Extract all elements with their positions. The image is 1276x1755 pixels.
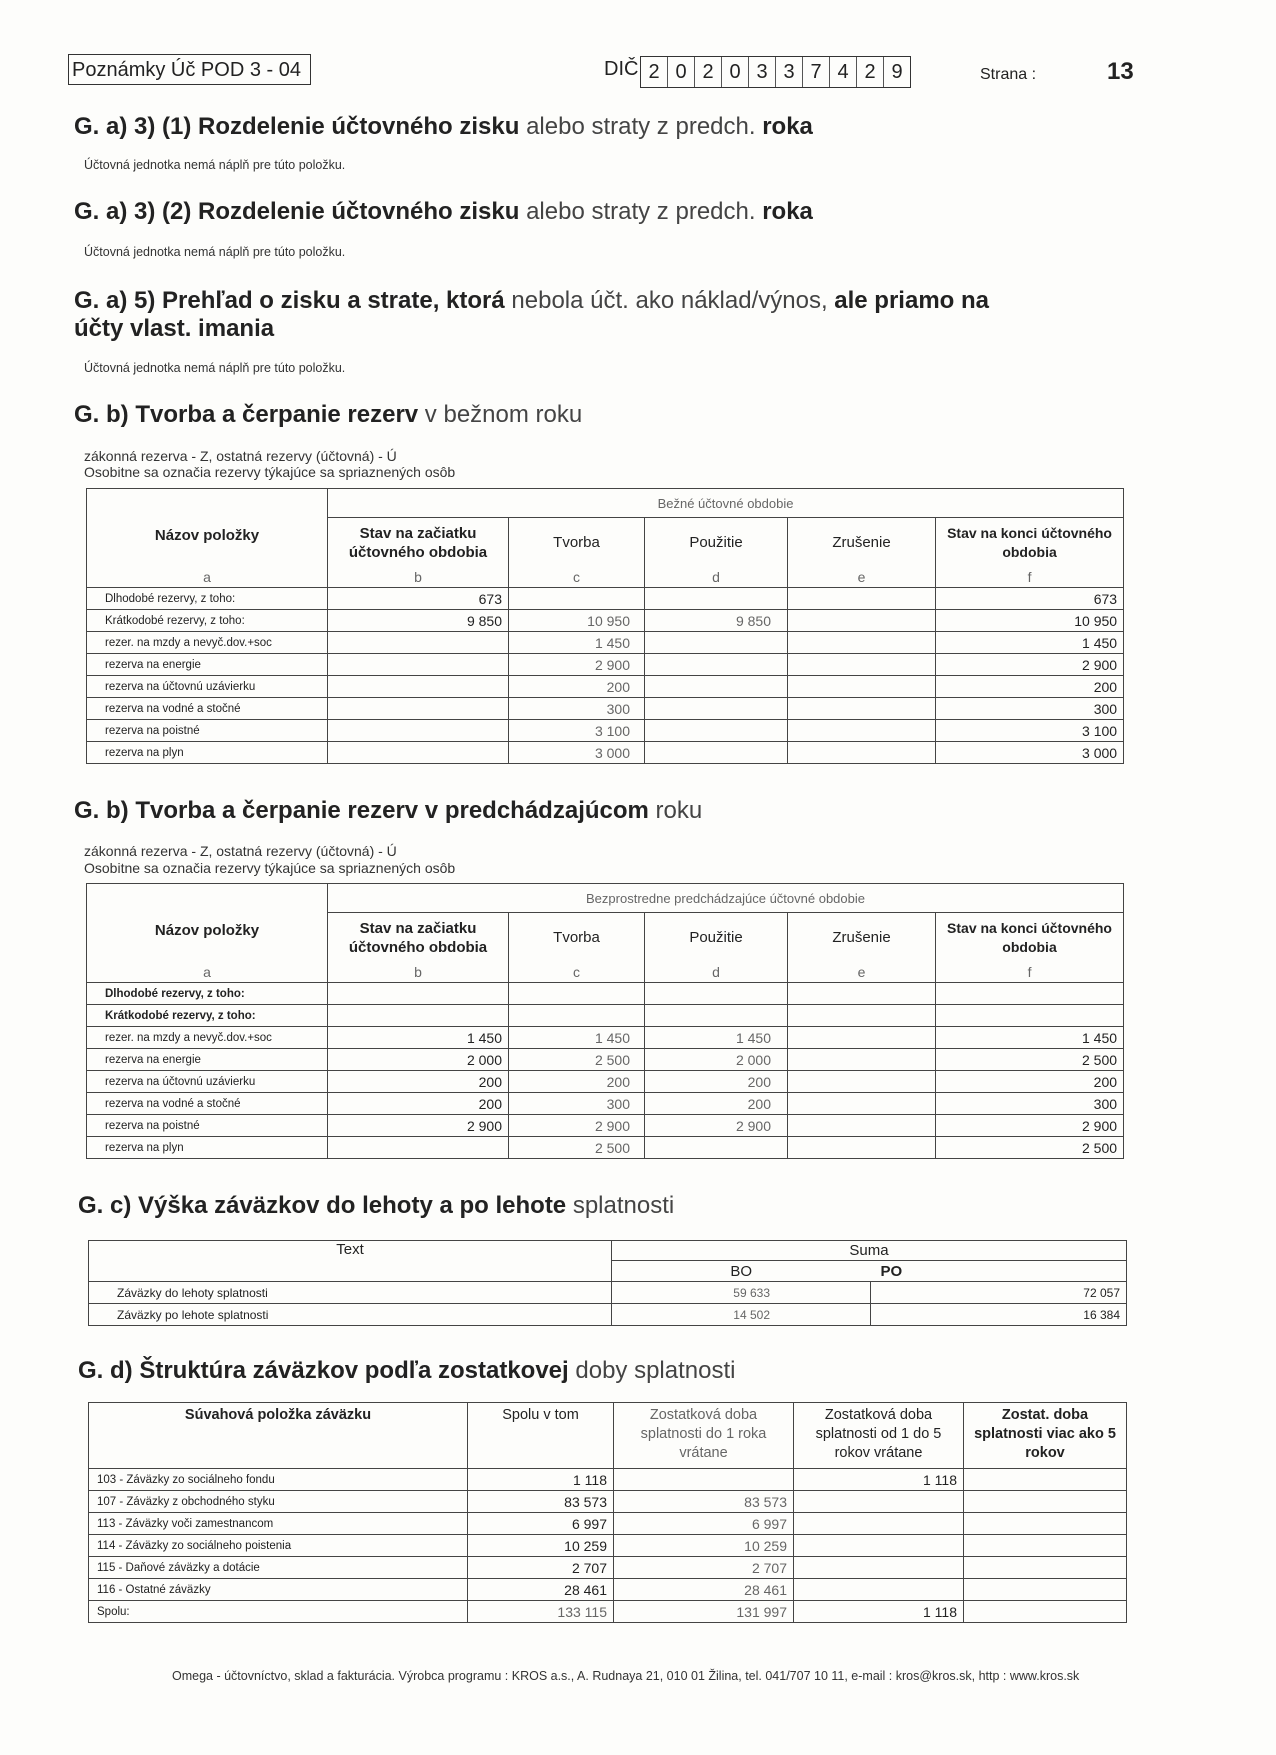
cell <box>788 654 936 676</box>
cell: 6 997 <box>468 1513 614 1535</box>
cell: 1 450 <box>936 632 1124 654</box>
cell: 115 - Daňové záväzky a dotácie <box>89 1557 468 1579</box>
cell: 2 500 <box>509 1137 645 1159</box>
col-header: Zrušenie <box>788 913 936 962</box>
dic-digit: 2 <box>857 57 884 87</box>
dic-boxes <box>640 56 911 88</box>
heading-bold: G. b) Tvorba a čerpanie rezerv <box>74 401 419 428</box>
cell <box>788 1137 936 1159</box>
cell: 10 950 <box>936 610 1124 632</box>
column-letter: b <box>328 567 509 588</box>
heading-light: alebo straty z predch. <box>519 198 756 225</box>
table-row <box>89 1601 1127 1623</box>
column-letter: d <box>645 962 788 983</box>
cell: 200 <box>509 1071 645 1093</box>
heading-bold: G. a) 3) (2) Rozdelenie účtovného zisku <box>74 198 520 225</box>
page-label: Strana : <box>980 66 1037 83</box>
cell <box>645 588 788 610</box>
column-letter: f <box>936 567 1124 588</box>
col-header: Tvorba <box>509 913 645 962</box>
table-row <box>89 1557 1127 1579</box>
cell: 3 000 <box>509 742 645 764</box>
cell <box>936 983 1124 1005</box>
legend-note: zákonná rezerva - Z, ostatná rezervy (účtovná) - Ú <box>84 448 397 464</box>
cell <box>645 698 788 720</box>
period-header: Bežné účtovné obdobie <box>328 489 1124 518</box>
cell <box>794 1513 964 1535</box>
heading-end: roka <box>755 198 813 225</box>
cell: rezerva na energie <box>87 654 328 676</box>
cell: 300 <box>509 698 645 720</box>
column-letter: f <box>936 962 1124 983</box>
form-title: Poznámky Úč POD 3 - 04 <box>68 54 311 85</box>
dic-digit: 4 <box>830 57 857 87</box>
col-header: Názov položky <box>87 489 328 568</box>
table-row <box>87 588 1124 610</box>
cell: 2 900 <box>328 1115 509 1137</box>
cell <box>788 1115 936 1137</box>
heading-end: ale priamo na <box>827 287 989 314</box>
cell <box>788 1027 936 1049</box>
cell <box>509 983 645 1005</box>
col-header: Zostatková doba splatnosti do 1 roka vrátane <box>614 1403 794 1469</box>
table-row <box>89 1304 1127 1326</box>
cell: 28 461 <box>468 1579 614 1601</box>
column-letter: e <box>788 962 936 983</box>
dic-label: DIČ <box>604 58 639 80</box>
col-header: Stav na konci účtovného obdobia <box>936 518 1124 567</box>
cell: 200 <box>509 676 645 698</box>
col-header: Stav na začiatku účtovného obdobia <box>328 913 509 962</box>
heading-light: roku <box>648 797 703 824</box>
col-header: PO <box>871 1261 1127 1282</box>
column-letter: c <box>509 962 645 983</box>
cell: 200 <box>328 1093 509 1115</box>
cell: Dlhodobé rezervy, z toho: <box>87 588 328 610</box>
dic-digit: 7 <box>803 57 830 87</box>
table-row <box>87 654 1124 676</box>
table-row <box>87 1027 1124 1049</box>
cell: 83 573 <box>614 1491 794 1513</box>
cell: 2 900 <box>645 1115 788 1137</box>
cell: rezerva na vodné a stočné <box>87 698 328 720</box>
cell <box>964 1513 1127 1535</box>
cell <box>788 632 936 654</box>
cell: 131 997 <box>614 1601 794 1623</box>
cell: 114 - Záväzky zo sociálneho poistenia <box>89 1535 468 1557</box>
table-row <box>87 1005 1124 1027</box>
heading-bold: G. a) 5) Prehľad o zisku a strate, ktorá <box>74 287 505 314</box>
heading-end: roka <box>755 113 813 140</box>
heading-bold: G. b) Tvorba a čerpanie rezerv v predchádzajúcom <box>74 797 649 824</box>
cell <box>964 1601 1127 1623</box>
cell: 2 900 <box>509 654 645 676</box>
cell <box>328 1005 509 1027</box>
col-header: BO <box>612 1261 871 1282</box>
cell <box>788 1093 936 1115</box>
cell <box>645 654 788 676</box>
cell: rezerva na plyn <box>87 742 328 764</box>
cell: Spolu: <box>89 1601 468 1623</box>
cell: 10 259 <box>614 1535 794 1557</box>
cell <box>794 1535 964 1557</box>
cell: 3 000 <box>936 742 1124 764</box>
heading-light: alebo straty z predch. <box>519 113 756 140</box>
section-heading <box>74 797 702 825</box>
cell: 2 500 <box>936 1049 1124 1071</box>
cell <box>645 1137 788 1159</box>
table-row <box>87 1093 1124 1115</box>
footer: Omega - účtovníctvo, sklad a fakturácia. Výrobca programu : KROS a.s., A. Rudnaya 21, 010 01 Žilina, tel. 041/707 10 11, e-mail : kros@kros.sk, http : www.kros.sk <box>172 1669 1080 1683</box>
cell: rezer. na mzdy a nevyč.dov.+soc <box>87 1027 328 1049</box>
cell: Záväzky po lehote splatnosti <box>89 1304 612 1326</box>
section-note: Účtovná jednotka nemá náplň pre túto položku. <box>84 361 346 375</box>
cell: 200 <box>645 1071 788 1093</box>
cell: rezerva na účtovnú uzávierku <box>87 1071 328 1093</box>
cell <box>964 1491 1127 1513</box>
heading-bold: G. d) Štruktúra záväzkov podľa zostatkovej <box>78 1357 569 1384</box>
cell: 1 450 <box>509 1027 645 1049</box>
cell: 1 450 <box>509 632 645 654</box>
cell: 673 <box>936 588 1124 610</box>
cell: rezerva na vodné a stočné <box>87 1093 328 1115</box>
reserves-current-table <box>86 488 1124 764</box>
cell: 1 118 <box>468 1469 614 1491</box>
col-header: Tvorba <box>509 518 645 567</box>
cell: 2 500 <box>936 1137 1124 1159</box>
cell: 1 450 <box>328 1027 509 1049</box>
cell: 14 502 <box>612 1304 871 1326</box>
cell <box>788 983 936 1005</box>
cell: 200 <box>936 1071 1124 1093</box>
cell <box>964 1469 1127 1491</box>
cell: 10 950 <box>509 610 645 632</box>
table-row <box>89 1282 1127 1304</box>
cell <box>788 742 936 764</box>
cell: 1 118 <box>794 1469 964 1491</box>
cell: 83 573 <box>468 1491 614 1513</box>
cell: 300 <box>936 1093 1124 1115</box>
reserves-previous-table <box>86 883 1124 1159</box>
cell <box>794 1557 964 1579</box>
table-row <box>87 632 1124 654</box>
column-letter: b <box>328 962 509 983</box>
cell <box>328 632 509 654</box>
table-row <box>87 1115 1124 1137</box>
cell: 1 450 <box>645 1027 788 1049</box>
dic-digit: 3 <box>776 57 803 87</box>
table-row <box>87 698 1124 720</box>
column-letter: a <box>87 962 328 983</box>
cell: 200 <box>936 676 1124 698</box>
cell: 3 100 <box>509 720 645 742</box>
cell: 2 000 <box>328 1049 509 1071</box>
page-number: 13 <box>1107 58 1134 85</box>
table-row <box>89 1513 1127 1535</box>
column-letter: d <box>645 567 788 588</box>
cell: 1 118 <box>794 1601 964 1623</box>
heading-line2: účty vlast. imania <box>74 315 275 342</box>
cell <box>645 720 788 742</box>
cell: Krátkodobé rezervy, z toho: <box>87 610 328 632</box>
cell <box>328 676 509 698</box>
cell <box>509 588 645 610</box>
dic-digit: 9 <box>891 61 903 83</box>
cell: 2 707 <box>468 1557 614 1579</box>
cell <box>328 1137 509 1159</box>
col-header: Zostatková doba splatnosti od 1 do 5 rokov vrátane <box>794 1403 964 1469</box>
cell: rezer. na mzdy a nevyč.dov.+soc <box>87 632 328 654</box>
cell <box>788 676 936 698</box>
cell <box>794 1579 964 1601</box>
cell <box>964 1535 1127 1557</box>
liabilities-due-table <box>88 1240 1127 1326</box>
dic-digit: 2 <box>695 57 722 87</box>
column-letter: a <box>87 567 328 588</box>
heading-bold: G. a) 3) (1) Rozdelenie účtovného zisku <box>74 113 520 140</box>
cell <box>936 1005 1124 1027</box>
cell <box>645 742 788 764</box>
cell: rezerva na účtovnú uzávierku <box>87 676 328 698</box>
cell: 2 900 <box>509 1115 645 1137</box>
liabilities-structure-table <box>88 1402 1127 1623</box>
cell: 103 - Záväzky zo sociálneho fondu <box>89 1469 468 1491</box>
col-header: Použitie <box>645 518 788 567</box>
table-row <box>87 1071 1124 1093</box>
cell <box>788 1049 936 1071</box>
table-row <box>87 676 1124 698</box>
cell: 16 384 <box>871 1304 1127 1326</box>
table-row <box>87 983 1124 1005</box>
dic-digit: 2 <box>641 57 668 87</box>
cell: 9 850 <box>328 610 509 632</box>
cell: 200 <box>645 1093 788 1115</box>
col-header: Zrušenie <box>788 518 936 567</box>
col-header: Zostat. doba splatnosti viac ako 5 rokov <box>964 1403 1127 1469</box>
cell: 2 707 <box>614 1557 794 1579</box>
table-row <box>89 1491 1127 1513</box>
section-heading <box>74 401 582 429</box>
section-heading <box>74 113 813 141</box>
cell <box>788 610 936 632</box>
cell: 1 450 <box>936 1027 1124 1049</box>
table-row <box>87 742 1124 764</box>
cell <box>328 983 509 1005</box>
cell <box>788 1005 936 1027</box>
table-row <box>89 1535 1127 1557</box>
cell: 6 997 <box>614 1513 794 1535</box>
table-row <box>87 1049 1124 1071</box>
cell: 673 <box>328 588 509 610</box>
cell: 3 100 <box>936 720 1124 742</box>
cell <box>328 698 509 720</box>
cell: 2 500 <box>509 1049 645 1071</box>
table-row <box>89 1469 1127 1491</box>
cell <box>788 1071 936 1093</box>
cell <box>328 720 509 742</box>
table-row <box>89 1579 1127 1601</box>
heading-light: splatnosti <box>566 1192 675 1219</box>
section-heading <box>74 198 813 226</box>
heading-light: v bežnom roku <box>418 401 583 428</box>
section-heading <box>74 287 989 343</box>
col-header: Stav na začiatku účtovného obdobia <box>328 518 509 567</box>
dic-digit: 3 <box>749 57 776 87</box>
cell: 116 - Ostatné záväzky <box>89 1579 468 1601</box>
cell: 2 900 <box>936 1115 1124 1137</box>
related-note: Osobitne sa označia rezervy týkajúce sa spriaznených osôb <box>84 464 456 480</box>
table-row <box>87 610 1124 632</box>
cell: 28 461 <box>614 1579 794 1601</box>
col-header: Súvahová položka záväzku <box>89 1403 468 1469</box>
table-row <box>87 720 1124 742</box>
cell: rezerva na poistné <box>87 1115 328 1137</box>
related-note: Osobitne sa označia rezervy týkajúce sa spriaznených osôb <box>84 860 456 876</box>
col-header: Použitie <box>645 913 788 962</box>
cell: 59 633 <box>612 1282 871 1304</box>
col-header: Spolu v tom <box>468 1403 614 1469</box>
col-header: Text <box>89 1241 612 1282</box>
cell <box>328 654 509 676</box>
section-note: Účtovná jednotka nemá náplň pre túto položku. <box>84 245 346 259</box>
cell: rezerva na energie <box>87 1049 328 1071</box>
cell: 200 <box>328 1071 509 1093</box>
cell: 2 900 <box>936 654 1124 676</box>
cell: Dlhodobé rezervy, z toho: <box>87 983 328 1005</box>
section-heading <box>78 1357 735 1385</box>
section-note: Účtovná jednotka nemá náplň pre túto položku. <box>84 158 346 172</box>
cell <box>614 1469 794 1491</box>
period-header: Bezprostredne predchádzajúce účtovné obdobie <box>328 884 1124 913</box>
cell <box>788 588 936 610</box>
cell <box>328 742 509 764</box>
cell: 133 115 <box>468 1601 614 1623</box>
cell <box>964 1579 1127 1601</box>
dic-digit: 0 <box>722 57 749 87</box>
column-letter: e <box>788 567 936 588</box>
heading-bold: G. c) Výška záväzkov do lehoty a po lehote <box>78 1192 567 1219</box>
cell <box>645 983 788 1005</box>
cell: rezerva na plyn <box>87 1137 328 1159</box>
cell: Krátkodobé rezervy, z toho: <box>87 1005 328 1027</box>
section-heading <box>78 1192 674 1220</box>
col-header: Suma <box>612 1241 1127 1261</box>
cell <box>794 1491 964 1513</box>
cell <box>509 1005 645 1027</box>
col-header: Stav na konci účtovného obdobia <box>936 913 1124 962</box>
table-row <box>87 1137 1124 1159</box>
cell: rezerva na poistné <box>87 720 328 742</box>
cell: 107 - Záväzky z obchodného styku <box>89 1491 468 1513</box>
legend-note: zákonná rezerva - Z, ostatná rezervy (účtovná) - Ú <box>84 843 397 859</box>
heading-light: doby splatnosti <box>568 1357 736 1384</box>
column-letter: c <box>509 567 645 588</box>
cell <box>645 676 788 698</box>
cell: 72 057 <box>871 1282 1127 1304</box>
col-header: Názov položky <box>87 884 328 963</box>
cell: 300 <box>936 698 1124 720</box>
cell <box>645 1005 788 1027</box>
cell: 113 - Záväzky voči zamestnancom <box>89 1513 468 1535</box>
cell: Záväzky do lehoty splatnosti <box>89 1282 612 1304</box>
cell: 300 <box>509 1093 645 1115</box>
cell: 10 259 <box>468 1535 614 1557</box>
heading-light: nebola účt. ako náklad/výnos, <box>504 287 828 314</box>
cell: 9 850 <box>645 610 788 632</box>
cell <box>964 1557 1127 1579</box>
cell <box>788 698 936 720</box>
cell <box>645 632 788 654</box>
cell <box>788 720 936 742</box>
dic-digit: 0 <box>668 57 695 87</box>
cell: 2 000 <box>645 1049 788 1071</box>
